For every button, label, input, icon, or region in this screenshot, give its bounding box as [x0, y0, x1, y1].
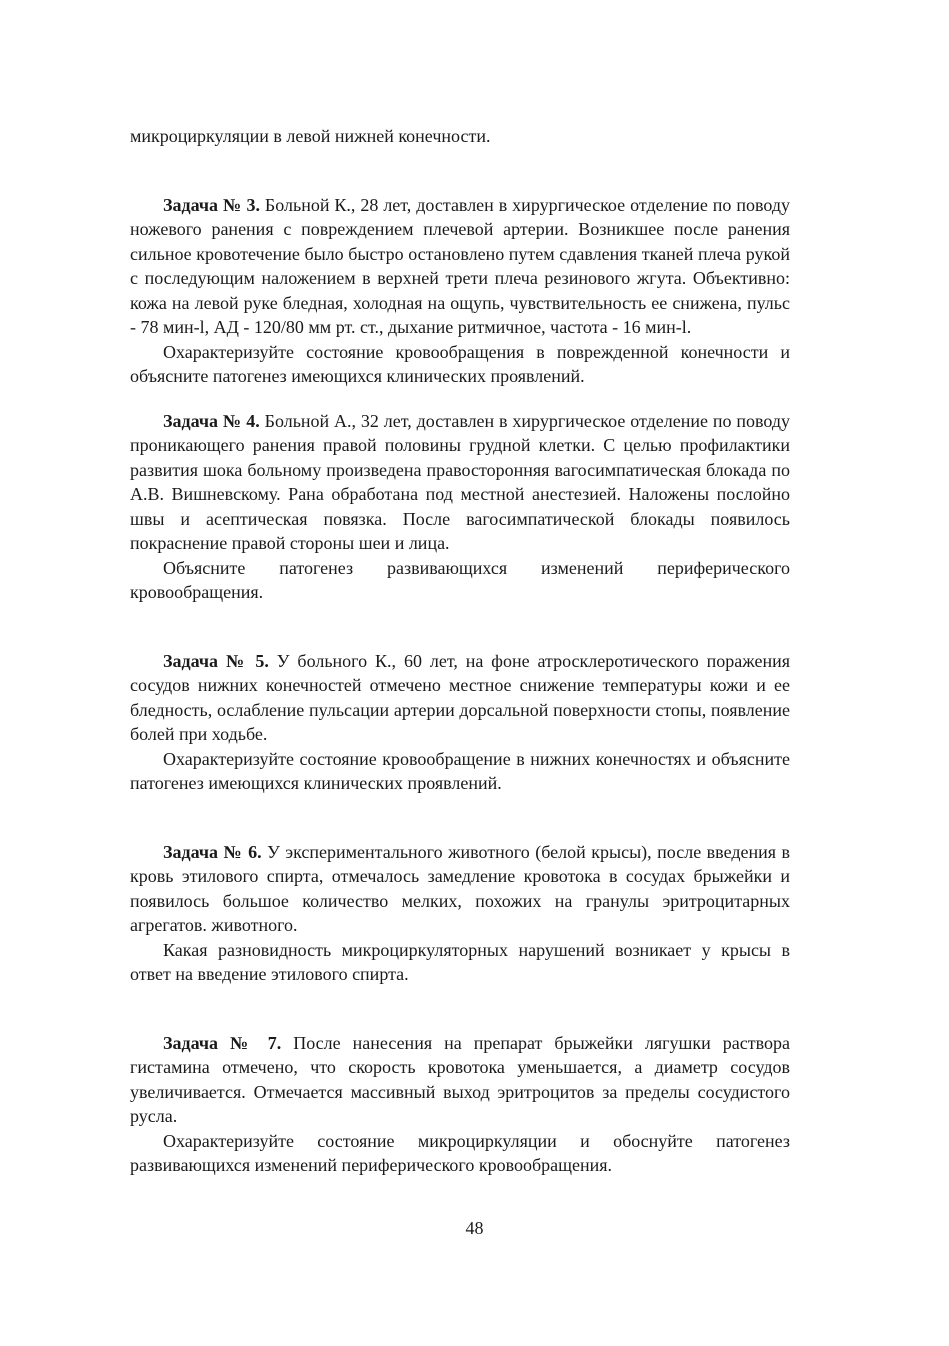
task-7-question: Охарактеризуйте состояние микроциркуляции и обоснуйте патогенез развивающихся изменений периферического кровообращения. [130, 1130, 790, 1175]
task-4-text: Больной А., 32 лет, доставлен в хирургическое отделение по поводу проникающего ранения правой половины грудной клетки. С целью профилактики развития шока больному произведена правосторонняя вагосимпатическая блокада по А.В. Вишневскому. Рана обработана под местной анестезией. Наложены послойно швы и асептическая повязка. После вагосимпатической блокады появилось покраснение правой стороны шеи и лица. [130, 410, 791, 553]
task-7-text: После нанесения на препарат брыжейки лягушки раствора гистамина отмечено, что скорость кровотока уменьшается, а диаметр сосудов увеличивается. Отмечается массивный выход эритроцитов за пределы сосудистого русла. [130, 1032, 791, 1126]
task-7-title: Задача № 7. [163, 1032, 282, 1053]
task-3-paragraph [130, 193, 790, 340]
task-5-title: Задача № 5. [163, 650, 269, 671]
page-number: 48 [465, 1218, 484, 1238]
task-5-paragraph [130, 649, 790, 747]
task-4-title: Задача № 4. [163, 410, 260, 431]
task-3-title: Задача № 3. [163, 194, 260, 215]
document-page [130, 124, 790, 1178]
task-4-question: Объясните патогенез развивающихся изменений периферического кровообращения. [130, 557, 790, 602]
task-6-paragraph [130, 840, 790, 938]
task-6-question: Какая разновидность микроциркуляторных нарушений возникает у крысы в ответ на введение этилового спирта. [130, 939, 790, 984]
task-6-text: У экспериментального животного (белой крысы), после введения в кровь этилового спирта, отмечалось замедление кровотока в сосудах брыжейки и появилось большое количество мелких, похожих на гранулы эритроцитарных агрегатов. животного. [130, 841, 791, 935]
task-7-paragraph [130, 1031, 790, 1129]
task-5-question: Охарактеризуйте состояние кровообращение в нижних конечностях и объясните патогенез имеющихся клинических проявлений. [130, 748, 790, 793]
task-3-question: Охарактеризуйте состояние кровообращения в поврежденной конечности и объясните патогенез имеющихся клинических проявлений. [130, 341, 790, 386]
task-5-text: У больного К., 60 лет, на фоне атросклеротического поражения сосудов нижних конечностей отмечено местное снижение температуры кожи и ее бледность, ослабление пульсации артерии дорсальной поверхности стопы, появление болей при ходьбе. [130, 650, 791, 744]
task-6-title: Задача № 6. [163, 841, 262, 862]
task-3-text: Больной К., 28 лет, доставлен в хирургическое отделение по поводу ножевого ранения с повреждением плечевой артерии. Возникшее после ранения сильное кровотечение было быстро остановлено путем сдавления тканей плеча рукой с последующим наложением в верхней трети плеча резинового жгута. Объективно: кожа на левой руке бледная, холодная на ощупь, чувствительность ее снижена, пульс - 78 мин-l, АД - 120/80 мм рт. ст., дыхание ритмичное, частота - 16 мин-l. [130, 194, 791, 337]
task-4-paragraph [130, 409, 790, 556]
intro-line: микроциркуляции в левой нижней конечности. [130, 126, 491, 146]
